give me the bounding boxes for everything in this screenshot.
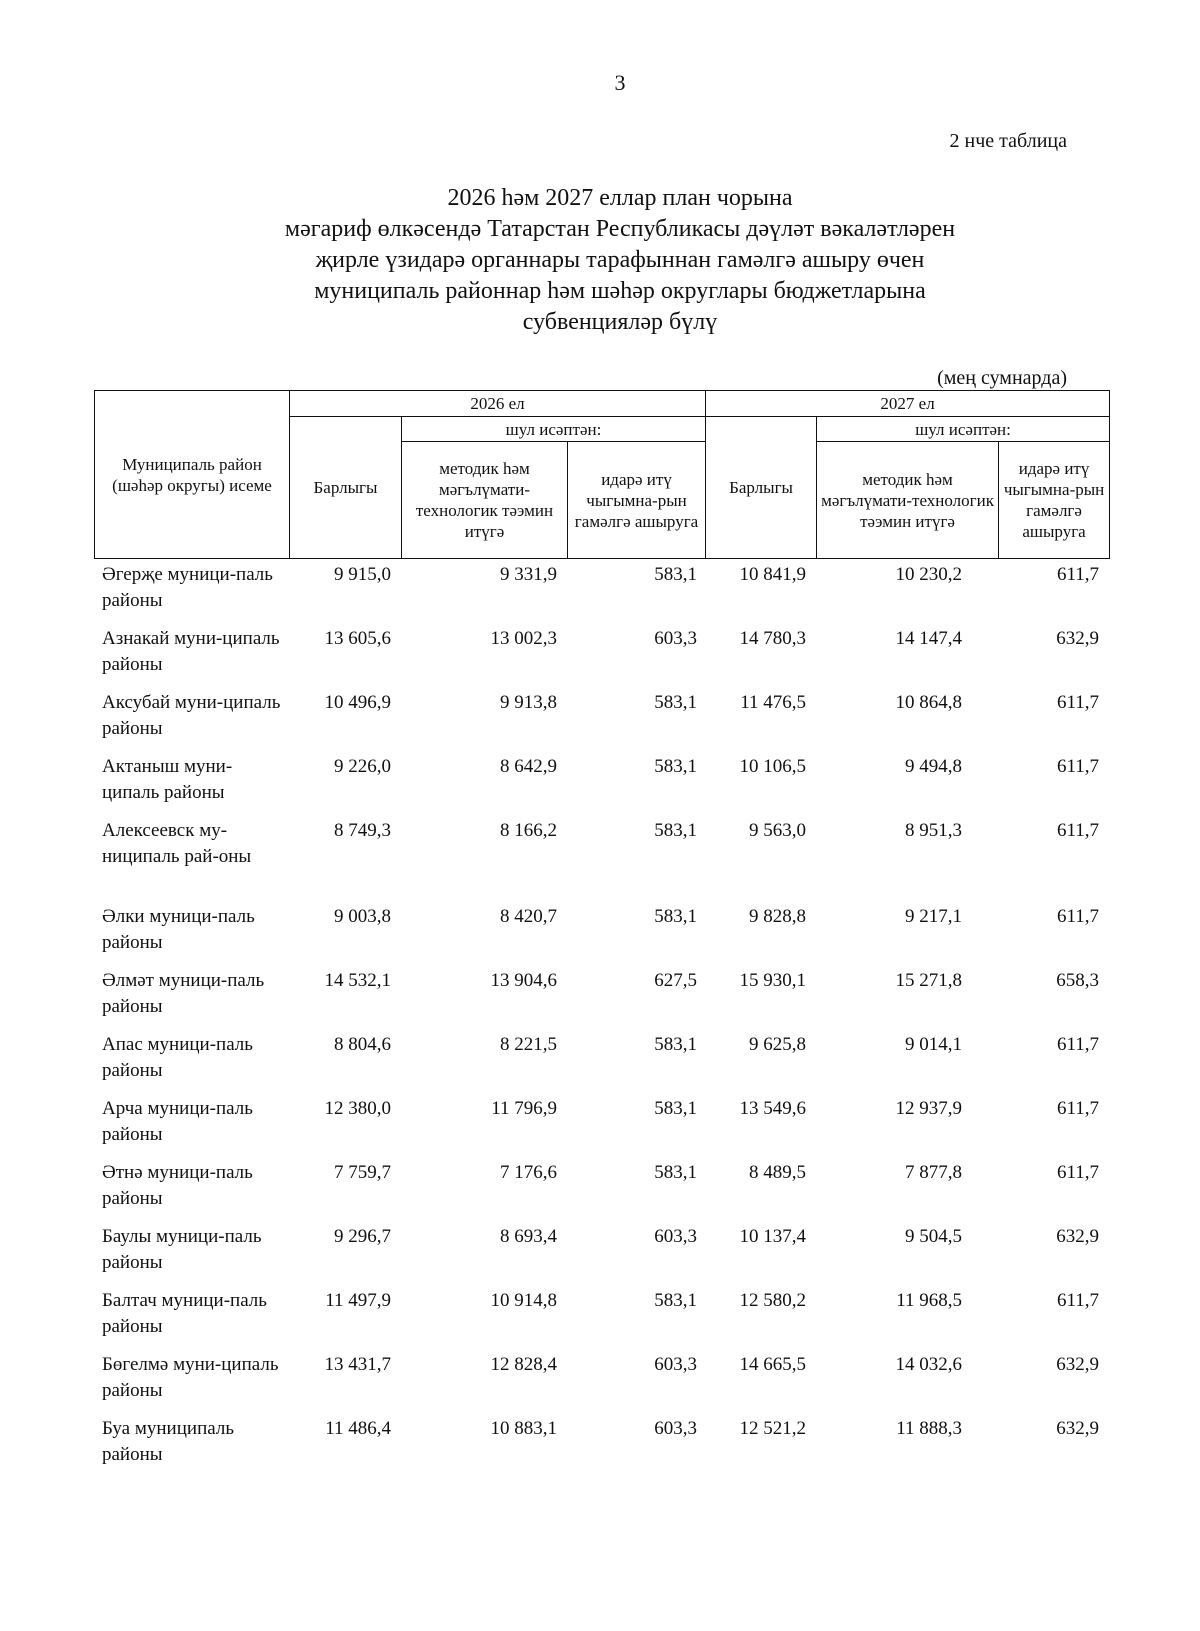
value-cell: 9 915,0 bbox=[334, 564, 391, 585]
value-cell: 7 759,7 bbox=[334, 1162, 391, 1183]
table-row bbox=[94, 690, 1109, 754]
value-cell: 632,9 bbox=[1056, 1354, 1099, 1375]
value-cell: 9 217,1 bbox=[905, 906, 962, 927]
value-cell: 14 665,5 bbox=[739, 1354, 806, 1375]
table-row bbox=[94, 1096, 1109, 1160]
value-cell: 13 002,3 bbox=[490, 628, 557, 649]
value-cell: 603,3 bbox=[654, 628, 697, 649]
value-cell: 9 003,8 bbox=[334, 906, 391, 927]
district-name: Әгерҗе муници-паль районы bbox=[102, 564, 273, 611]
header-total-2027: Барлыгы bbox=[706, 417, 817, 559]
value-cell: 11 888,3 bbox=[896, 1418, 962, 1439]
value-cell: 9 504,5 bbox=[905, 1226, 962, 1247]
table-row bbox=[94, 1352, 1109, 1416]
value-cell: 8 693,4 bbox=[500, 1226, 557, 1247]
value-cell: 13 431,7 bbox=[324, 1354, 391, 1375]
table-row bbox=[94, 754, 1109, 818]
value-cell: 7 176,6 bbox=[500, 1162, 557, 1183]
district-name: Азнакай муни-ципаль районы bbox=[102, 628, 280, 675]
table-row bbox=[94, 626, 1109, 690]
district-name: Бөгелмә муни-ципаль районы bbox=[102, 1354, 279, 1401]
value-cell: 13 904,6 bbox=[490, 970, 557, 991]
value-cell: 9 014,1 bbox=[905, 1034, 962, 1055]
value-cell: 9 563,0 bbox=[749, 820, 806, 841]
district-name: Әлки муници-паль районы bbox=[102, 906, 255, 953]
units-label: (мең сумнарда) bbox=[937, 367, 1067, 389]
title-line: 2026 һәм 2027 еллар план чорына bbox=[447, 185, 793, 211]
value-cell: 8 749,3 bbox=[334, 820, 391, 841]
value-cell: 583,1 bbox=[654, 692, 697, 713]
value-cell: 632,9 bbox=[1056, 1226, 1099, 1247]
value-cell: 583,1 bbox=[654, 756, 697, 777]
value-cell: 8 420,7 bbox=[500, 906, 557, 927]
header-year-2027: 2027 ел bbox=[706, 391, 1110, 417]
value-cell: 9 913,8 bbox=[500, 692, 557, 713]
value-cell: 611,7 bbox=[1056, 756, 1099, 777]
value-cell: 13 605,6 bbox=[324, 628, 391, 649]
value-cell: 9 494,8 bbox=[905, 756, 962, 777]
header-methodical-2027: методик һәм мәгълүмати-технологик тәэмин итүгә bbox=[817, 442, 999, 559]
value-cell: 583,1 bbox=[654, 820, 697, 841]
value-cell: 10 864,8 bbox=[895, 692, 962, 713]
header-methodical-2026: методик һәм мәгълүмати-технологик тәэмин итүгә bbox=[402, 442, 568, 559]
title-line: мәгариф өлкәсендә Татарстан Республикасы дәүләт вәкаләтләрен bbox=[284, 216, 956, 242]
district-name: Арча муници-паль районы bbox=[102, 1098, 253, 1145]
value-cell: 9 296,7 bbox=[334, 1226, 391, 1247]
title-line: муниципаль районнар һәм шәһәр округлары бюджетларына bbox=[314, 278, 926, 304]
district-name: Баулы муници-паль районы bbox=[102, 1226, 262, 1273]
data-table bbox=[94, 562, 1109, 1480]
value-cell: 611,7 bbox=[1056, 692, 1099, 713]
value-cell: 583,1 bbox=[654, 906, 697, 927]
value-cell: 632,9 bbox=[1056, 1418, 1099, 1439]
value-cell: 611,7 bbox=[1056, 1098, 1099, 1119]
value-cell: 611,7 bbox=[1056, 1162, 1099, 1183]
value-cell: 12 828,4 bbox=[490, 1354, 557, 1375]
header-management-2026: идарә итү чыгымна-рын гамәлгә ашыруга bbox=[568, 442, 706, 559]
table-row bbox=[94, 1288, 1109, 1352]
district-name: Алексеевск му-ниципаль рай-оны bbox=[102, 820, 252, 867]
value-cell: 8 221,5 bbox=[500, 1034, 557, 1055]
value-cell: 611,7 bbox=[1056, 820, 1099, 841]
value-cell: 10 883,1 bbox=[490, 1418, 557, 1439]
title-line: субвенцияләр бүлү bbox=[522, 309, 718, 335]
value-cell: 12 521,2 bbox=[739, 1418, 806, 1439]
value-cell: 10 496,9 bbox=[324, 692, 391, 713]
value-cell: 8 166,2 bbox=[500, 820, 557, 841]
value-cell: 8 804,6 bbox=[334, 1034, 391, 1055]
value-cell: 15 930,1 bbox=[739, 970, 806, 991]
value-cell: 14 532,1 bbox=[324, 970, 391, 991]
table-row bbox=[94, 1416, 1109, 1480]
value-cell: 14 147,4 bbox=[895, 628, 962, 649]
document-title bbox=[0, 183, 1200, 338]
value-cell: 583,1 bbox=[654, 1162, 697, 1183]
value-cell: 583,1 bbox=[654, 1098, 697, 1119]
value-cell: 11 486,4 bbox=[325, 1418, 391, 1439]
district-name: Әтнә муници-паль районы bbox=[102, 1162, 253, 1209]
table-row bbox=[94, 968, 1109, 1032]
value-cell: 583,1 bbox=[654, 564, 697, 585]
value-cell: 658,3 bbox=[1056, 970, 1099, 991]
value-cell: 9 625,8 bbox=[749, 1034, 806, 1055]
value-cell: 14 780,3 bbox=[739, 628, 806, 649]
value-cell: 603,3 bbox=[654, 1418, 697, 1439]
value-cell: 8 951,3 bbox=[905, 820, 962, 841]
district-name: Апас муници-паль районы bbox=[102, 1034, 253, 1081]
value-cell: 8 489,5 bbox=[749, 1162, 806, 1183]
district-name: Аксубай муни-ципаль районы bbox=[102, 692, 281, 739]
header-including-2027: шул исәптән: bbox=[817, 417, 1110, 442]
header-name-column: Муниципаль район (шәһәр округы) исеме bbox=[95, 391, 290, 559]
value-cell: 14 032,6 bbox=[895, 1354, 962, 1375]
value-cell: 583,1 bbox=[654, 1290, 697, 1311]
value-cell: 15 271,8 bbox=[895, 970, 962, 991]
table-row bbox=[94, 1032, 1109, 1096]
value-cell: 583,1 bbox=[654, 1034, 697, 1055]
value-cell: 11 796,9 bbox=[491, 1098, 557, 1119]
table-header bbox=[94, 390, 1110, 559]
value-cell: 9 226,0 bbox=[334, 756, 391, 777]
table-row bbox=[94, 1160, 1109, 1224]
district-name: Буа муниципаль районы bbox=[102, 1418, 234, 1465]
value-cell: 12 380,0 bbox=[324, 1098, 391, 1119]
value-cell: 8 642,9 bbox=[500, 756, 557, 777]
value-cell: 12 580,2 bbox=[739, 1290, 806, 1311]
value-cell: 10 230,2 bbox=[895, 564, 962, 585]
header-year-2026: 2026 ел bbox=[290, 391, 706, 417]
value-cell: 9 331,9 bbox=[500, 564, 557, 585]
value-cell: 627,5 bbox=[654, 970, 697, 991]
value-cell: 9 828,8 bbox=[749, 906, 806, 927]
value-cell: 12 937,9 bbox=[895, 1098, 962, 1119]
table-row bbox=[94, 562, 1109, 626]
district-name: Актаныш муни-ципаль районы bbox=[102, 756, 233, 803]
district-name: Әлмәт муници-паль районы bbox=[102, 970, 265, 1017]
value-cell: 10 914,8 bbox=[490, 1290, 557, 1311]
value-cell: 13 549,6 bbox=[739, 1098, 806, 1119]
page-number: 3 bbox=[614, 70, 626, 95]
table-row bbox=[94, 904, 1109, 968]
value-cell: 11 476,5 bbox=[740, 692, 806, 713]
district-name: Балтач муници-паль районы bbox=[102, 1290, 267, 1337]
header-total-2026: Барлыгы bbox=[290, 417, 402, 559]
value-cell: 11 497,9 bbox=[325, 1290, 391, 1311]
value-cell: 611,7 bbox=[1056, 906, 1099, 927]
value-cell: 611,7 bbox=[1056, 1290, 1099, 1311]
title-line: җирле үзидарә органнары тарафыннан гамәлгә ашыру өчен bbox=[315, 247, 925, 273]
value-cell: 10 106,5 bbox=[739, 756, 806, 777]
table-row bbox=[94, 1224, 1109, 1288]
value-cell: 632,9 bbox=[1056, 628, 1099, 649]
value-cell: 603,3 bbox=[654, 1354, 697, 1375]
value-cell: 603,3 bbox=[654, 1226, 697, 1247]
value-cell: 10 137,4 bbox=[739, 1226, 806, 1247]
value-cell: 611,7 bbox=[1056, 564, 1099, 585]
table-row bbox=[94, 818, 1109, 904]
value-cell: 11 968,5 bbox=[896, 1290, 962, 1311]
table-label: 2 нче таблица bbox=[949, 130, 1067, 152]
header-including-2026: шул исәптән: bbox=[402, 417, 706, 442]
value-cell: 7 877,8 bbox=[905, 1162, 962, 1183]
value-cell: 611,7 bbox=[1056, 1034, 1099, 1055]
header-management-2027: идарә итү чыгымна-рын гамәлгә ашыруга bbox=[999, 442, 1110, 559]
value-cell: 10 841,9 bbox=[739, 564, 806, 585]
